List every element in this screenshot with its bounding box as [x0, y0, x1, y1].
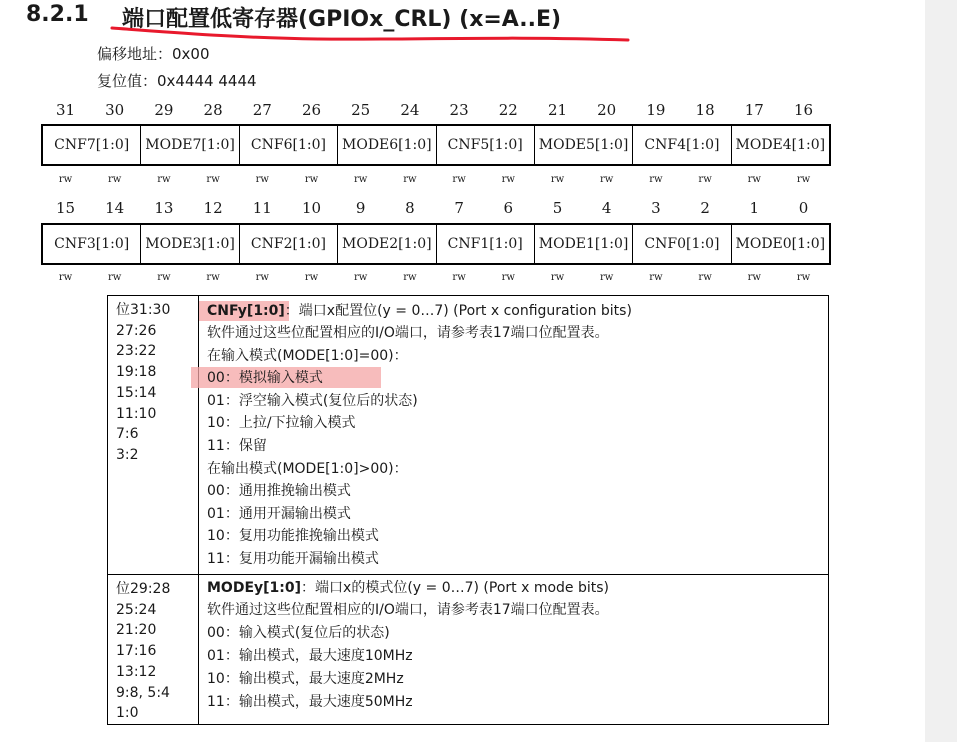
register-field: CNF4[1:0] [633, 126, 731, 164]
register-field: MODE5[1:0] [535, 126, 633, 164]
description-line: 00：通用推挽输出模式 [207, 483, 351, 500]
bit-number: 17 [744, 101, 764, 119]
register-field: MODE1[1:0] [535, 225, 633, 263]
bit-number: 20 [597, 101, 617, 119]
access-label: rw [403, 272, 417, 283]
access-label: rw [501, 272, 515, 283]
access-label: rw [501, 174, 515, 185]
bit-range: 11:10 [116, 405, 157, 422]
mode-description [199, 575, 828, 724]
access-label: rw [206, 174, 220, 185]
access-label: rw [649, 174, 663, 185]
bit-range: 3:2 [116, 446, 139, 463]
bit-range: 位31:30 [116, 302, 171, 318]
lower-bit-numbers [41, 199, 829, 219]
bit-range: 7:6 [116, 426, 139, 443]
description-line: 00：输入模式(复位后的状态) [207, 625, 390, 641]
bit-number: 31 [55, 101, 76, 119]
bit-number: 30 [105, 101, 125, 119]
bit-number: 28 [203, 101, 223, 119]
cnf-title [207, 301, 632, 321]
description-line: 11：保留 [207, 438, 267, 454]
bit-number: 9 [355, 199, 366, 217]
access-label: rw [206, 272, 220, 283]
mode-title-rest: ：端口x的模式位(y = 0…7) (Port x mode bits) [301, 580, 609, 596]
cnf-bit-list [116, 300, 170, 466]
bit-number: 14 [105, 199, 125, 217]
bit-number: 29 [154, 101, 174, 119]
access-label: rw [649, 272, 663, 283]
register-field: CNF0[1:0] [633, 225, 731, 263]
access-label: rw [157, 174, 171, 185]
access-label: rw [747, 272, 761, 283]
bit-range: 13:12 [116, 663, 157, 680]
bit-range: 9:8, 5:4 [116, 684, 170, 701]
bit-number: 19 [646, 101, 666, 119]
bit-number: 7 [454, 199, 464, 217]
register-field: CNF5[1:0] [437, 126, 535, 164]
mode-bit-positions [108, 575, 199, 724]
section-title: 端口配置低寄存器(GPIOx_CRL) (x=A..E) [122, 7, 562, 32]
bit-number: 23 [449, 101, 469, 119]
page-margin-strip [925, 0, 957, 742]
access-label: rw [354, 272, 368, 283]
upper-register-fields [41, 124, 831, 166]
register-field: CNF6[1:0] [240, 126, 338, 164]
access-label: rw [747, 174, 761, 185]
access-label: rw [452, 174, 466, 185]
description-line: 00：模拟输入模式 [207, 370, 323, 387]
access-label: rw [157, 272, 171, 283]
upper-bit-numbers [41, 101, 829, 121]
description-line: 软件通过这些位配置相应的I/O端口，请参考表17端口位配置表。 [207, 602, 609, 618]
description-line: 在输出模式(MODE[1:0]>00)： [207, 460, 408, 477]
access-label: rw [600, 174, 614, 185]
description-line: 01：通用开漏输出模式 [207, 505, 351, 522]
upper-access-row [41, 174, 829, 190]
bit-number: 12 [203, 199, 223, 217]
description-line: 10：输出模式，最大速度2MHz [207, 671, 404, 687]
description-line: 10：复用功能推挽输出模式 [207, 528, 379, 545]
bit-number: 16 [793, 101, 814, 119]
register-field: MODE2[1:0] [338, 225, 436, 263]
mode-bit-list [116, 579, 170, 724]
bit-number: 27 [252, 101, 272, 119]
description-line: 01：输出模式，最大速度10MHz [207, 648, 413, 664]
cnf-section [108, 296, 828, 575]
access-label: rw [698, 174, 712, 185]
mode-section [108, 575, 828, 724]
description-line: 在输入模式(MODE[1:0]=00)： [207, 347, 408, 364]
bit-number: 10 [301, 199, 322, 217]
bit-description-table [107, 295, 829, 725]
description-line: 10：上拉/下拉输入模式 [207, 415, 356, 432]
access-label: rw [304, 272, 319, 283]
bit-number: 13 [154, 199, 174, 217]
bit-number: 3 [651, 199, 661, 217]
bit-range: 位29:28 [116, 581, 171, 597]
bit-number: 5 [552, 199, 563, 217]
description-line: 01：浮空输入模式(复位后的状态) [207, 392, 418, 409]
access-label: rw [255, 174, 269, 185]
register-field: MODE0[1:0] [735, 236, 826, 252]
mode-title [207, 578, 609, 598]
access-label: rw [550, 174, 565, 185]
cnf-bit-positions [108, 296, 199, 574]
register-field: MODE7[1:0] [141, 126, 239, 164]
bit-range: 27:26 [116, 322, 157, 339]
lower-register-fields [41, 223, 831, 265]
mode-field-name: MODEy[1:0] [207, 580, 302, 596]
access-label: rw [452, 272, 466, 283]
access-label: rw [255, 272, 269, 283]
register-field: MODE6[1:0] [338, 126, 436, 164]
access-label: rw [58, 174, 73, 185]
access-label: rw [698, 272, 712, 283]
bit-range: 15:14 [116, 384, 157, 401]
description-line: 11：输出模式，最大速度50MHz [207, 694, 413, 710]
bit-number: 1 [749, 199, 760, 217]
offset-address: 偏移地址：0x00 [97, 45, 210, 63]
bit-range: 19:18 [116, 364, 157, 381]
access-label: rw [796, 272, 811, 283]
cnf-description [199, 296, 828, 574]
section-number: 8.2.1 [26, 2, 89, 27]
register-field: CNF2[1:0] [240, 225, 338, 263]
access-label: rw [600, 272, 614, 283]
description-line: 11：复用功能开漏输出模式 [207, 551, 379, 567]
access-label: rw [58, 272, 73, 283]
bit-number: 25 [351, 101, 371, 119]
bit-number: 15 [55, 199, 76, 217]
access-label: rw [304, 174, 319, 185]
register-field: CNF1[1:0] [437, 225, 535, 263]
bit-number: 24 [400, 101, 420, 119]
bit-number: 8 [405, 199, 415, 217]
bit-number: 4 [601, 199, 612, 217]
bit-number: 0 [798, 199, 809, 217]
access-label: rw [550, 272, 565, 283]
bit-number: 11 [252, 199, 272, 217]
description-line: 软件通过这些位配置相应的I/O端口，请参考表17端口位配置表。 [207, 325, 609, 341]
bit-range: 1:0 [116, 705, 139, 722]
register-field: MODE4[1:0] [735, 137, 826, 153]
bit-number: 21 [547, 101, 568, 119]
register-field: MODE3[1:0] [141, 225, 239, 263]
bit-number: 26 [301, 101, 322, 119]
bit-number: 6 [503, 199, 514, 217]
access-label: rw [108, 174, 122, 185]
bit-number: 18 [695, 101, 715, 119]
access-label: rw [403, 174, 417, 185]
access-label: rw [108, 272, 122, 283]
register-field: CNF7[1:0] [43, 126, 141, 164]
bit-number: 2 [700, 199, 710, 217]
bit-range: 17:16 [116, 643, 157, 660]
bit-range: 21:20 [116, 622, 157, 639]
bit-range: 25:24 [116, 601, 157, 618]
register-field: CNF3[1:0] [43, 225, 141, 263]
cnf-field-name: CNFy[1:0] [207, 303, 285, 319]
reset-value: 复位值：0x4444 4444 [97, 72, 257, 90]
cnf-title-rest: ：端口x配置位(y = 0…7) (Port x configuration bits) [284, 303, 632, 319]
access-label: rw [796, 174, 811, 185]
bit-range: 23:22 [116, 343, 157, 360]
lower-access-row [41, 272, 829, 288]
bit-number: 22 [498, 101, 518, 119]
access-label: rw [354, 174, 368, 185]
